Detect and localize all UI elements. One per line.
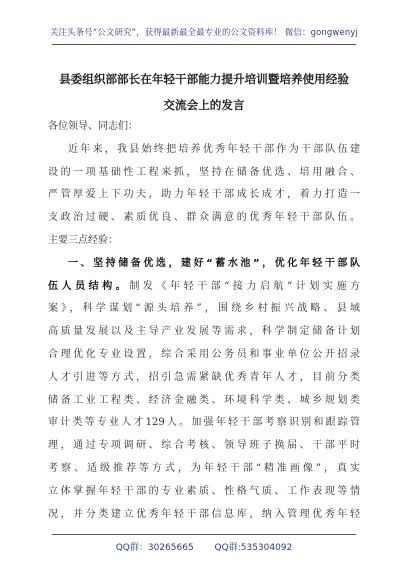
document-body	[48, 116, 360, 526]
section-heading-end: 伍人员结构。	[48, 280, 130, 292]
title-line-1: 县委组织部部长在年轻干部能力提升培训暨培养使用经验	[59, 72, 349, 86]
footer-note	[0, 540, 408, 553]
document-title	[40, 66, 368, 118]
paragraph-line: 合理优化专业设置，综合采用公务员和事业单位公开招录	[48, 348, 360, 360]
paragraph-line: 支政治过硬、素质优良、群众满意的优秀年轻干部队伍。	[48, 212, 360, 224]
salutation: 各位领导、同志们：	[48, 121, 138, 132]
paragraph-line: 近年来，我县始终把培养优秀年轻干部作为干部队伍建	[68, 143, 360, 155]
paragraph-line: 严管厚爱上下功夫，助力年轻干部成长成才，着力打造一	[48, 189, 360, 201]
header-note: 关注头条号“公文研究”，获得最新最全最专业的公文资料库！ 微信：gongwenyj	[49, 27, 359, 37]
paragraph-line: 考察、适级推荐等方式，为年轻干部“精准画像”，真实	[48, 462, 360, 474]
paragraph-line: 立体掌握年轻干部的专业素质、性格气质、工作表现等情	[48, 485, 360, 497]
paragraph-line: 储备工业工程类、经济金融类、环境科学类、城乡规划类	[48, 394, 360, 406]
section-heading: 一、坚持储备优选，建好“蓄水池”，优化年轻干部队	[68, 257, 360, 269]
paragraph-line: 主要三点经验：	[48, 234, 118, 246]
footer-qq-group-2: QQ群:535304092	[214, 543, 293, 553]
paragraph-line: 设的一项基础性工程来抓，坚持在储备优选、培用融合、	[48, 166, 360, 178]
paragraph-line	[48, 276, 360, 299]
paragraph-line: 况，并分类建立优秀年轻干部信息库，纳入管理优秀年轻	[48, 508, 360, 520]
paragraph-line: 理，通过专项调研、综合考核、领导班子换届、干部平时	[48, 440, 360, 452]
paragraph-line: 高质量发展以及主导产业发展等需求，科学制定储备计划	[48, 326, 360, 338]
header-divider	[52, 44, 356, 45]
paragraph-line: 人才引进等方式，招引急需紧缺优秀青年人才，目前分类	[48, 371, 360, 383]
section-text: 制发《年轻干部“接力启航”计划实施方	[129, 280, 361, 292]
footer-qq-group-1: QQ群：30265665	[115, 543, 194, 553]
footer-divider	[52, 534, 356, 535]
paragraph-line: 案》，科学谋划“源头培养”，围绕乡村振兴战略、县域	[48, 303, 360, 315]
title-line-2: 交流会上的发言	[163, 98, 245, 112]
paragraph-line: 审计类等专业人才129人。加强年轻干部考察识别和跟踪管	[48, 417, 360, 429]
